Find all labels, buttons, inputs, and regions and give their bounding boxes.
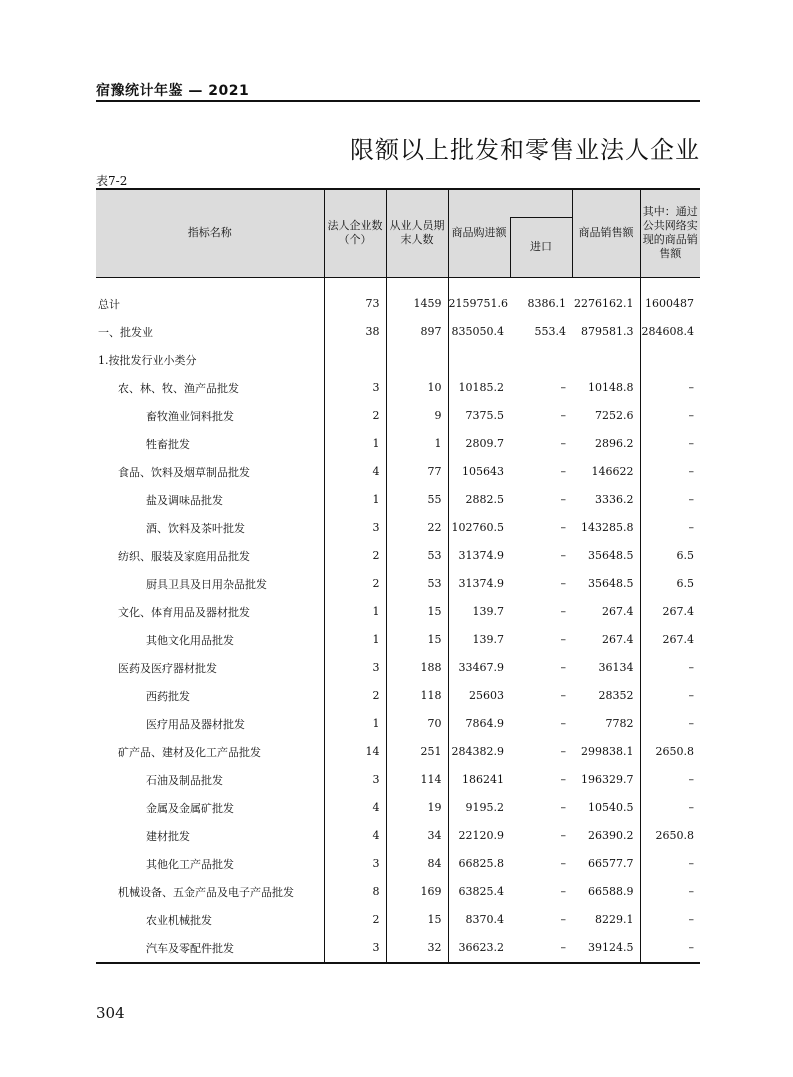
cell-purchases: 31374.9 (458, 577, 504, 590)
page-title: 限额以上批发和零售业法人企业 (350, 136, 700, 164)
cell-sales: 39124.5 (572, 934, 640, 963)
cell-employees: 19 (386, 794, 448, 822)
cell-employees (386, 346, 448, 374)
row-name: 牲畜批发 (96, 430, 324, 458)
row-name: 纺织、服装及家庭用品批发 (96, 542, 324, 570)
cell-employees: 118 (386, 682, 448, 710)
cell-online: – (640, 934, 700, 963)
cell-online: – (688, 857, 694, 870)
row-name: 畜牧渔业饲料批发 (96, 402, 324, 430)
table-row (96, 346, 700, 374)
cell-purchases: 139.7 (472, 633, 504, 646)
cell-sales: 267.4 (572, 626, 640, 654)
cell-online: – (688, 717, 694, 730)
table-row (96, 878, 700, 906)
cell-purchases: 2882.5 (465, 493, 504, 506)
cell-sales: 7782 (572, 710, 640, 738)
cell-imports: – (560, 801, 566, 814)
cell-purchases: 7864.9 (465, 717, 504, 730)
cell-purchases: 284382.9 (451, 745, 504, 758)
row-name: 机械设备、五金产品及电子产品批发 (96, 878, 324, 906)
table-row (96, 290, 700, 318)
row-name: 矿产品、建材及化工产品批发 (96, 738, 324, 766)
header-purchases: 商品购进额 (448, 189, 510, 277)
cell-online: – (688, 773, 694, 786)
cell-online: – (688, 689, 694, 702)
cell-employees: 55 (386, 486, 448, 514)
cell-sales: 196329.7 (572, 766, 640, 794)
cell-enterprises: 2 (324, 906, 386, 934)
row-name: 其他文化用品批发 (96, 626, 324, 654)
running-head: 宿豫统计年鉴 — 2021 (96, 83, 250, 99)
cell-purchases: 8370.4 (465, 913, 504, 926)
table-row (96, 794, 700, 822)
table-row (96, 430, 700, 458)
row-name: 汽车及零配件批发 (96, 934, 324, 963)
cell-imports: – (560, 437, 566, 450)
row-name: 文化、体育用品及器材批发 (96, 598, 324, 626)
cell-online: – (688, 885, 694, 898)
cell-employees: 70 (386, 710, 448, 738)
cell-imports: – (560, 913, 566, 926)
cell-employees: 10 (386, 374, 448, 402)
cell-enterprises: 3 (324, 934, 386, 963)
cell-sales: 267.4 (572, 598, 640, 626)
cell-employees: 53 (386, 570, 448, 598)
cell-imports: – (560, 577, 566, 590)
cell-imports: – (560, 633, 566, 646)
cell-imports: – (510, 934, 572, 963)
cell-imports: – (560, 521, 566, 534)
cell-purchases: 186241 (462, 773, 504, 786)
cell-employees: 77 (386, 458, 448, 486)
cell-online: 267.4 (662, 633, 694, 646)
cell-employees: 22 (386, 514, 448, 542)
cell-online: – (688, 437, 694, 450)
cell-online: – (688, 913, 694, 926)
page-number: 304 (96, 1004, 125, 1022)
cell-sales: 36134 (572, 654, 640, 682)
cell-employees: 114 (386, 766, 448, 794)
cell-online: – (688, 661, 694, 674)
cell-imports: – (560, 885, 566, 898)
row-name: 石油及制品批发 (96, 766, 324, 794)
table-row (96, 514, 700, 542)
cell-purchases: 7375.5 (465, 409, 504, 422)
table-row (96, 850, 700, 878)
cell-imports: 8386.1 (527, 297, 566, 310)
table-row (96, 934, 700, 963)
cell-sales: 2276162.1 (572, 290, 640, 318)
row-name: 建材批发 (96, 822, 324, 850)
row-name: 其他化工产品批发 (96, 850, 324, 878)
statistics-table (96, 188, 700, 964)
cell-sales: 28352 (572, 682, 640, 710)
cell-sales: 26390.2 (572, 822, 640, 850)
table-row (96, 570, 700, 598)
cell-enterprises: 2 (324, 682, 386, 710)
row-name: 厨具卫具及日用杂品批发 (96, 570, 324, 598)
cell-enterprises: 1 (324, 710, 386, 738)
cell-imports: – (560, 409, 566, 422)
cell-employees: 53 (386, 542, 448, 570)
cell-sales: 66588.9 (572, 878, 640, 906)
table-row (96, 486, 700, 514)
cell-online: 6.5 (676, 549, 694, 562)
row-name: 医疗用品及器材批发 (96, 710, 324, 738)
header-employees: 从业人员期末人数 (386, 189, 448, 277)
table-body (96, 277, 700, 963)
cell-employees: 34 (386, 822, 448, 850)
cell-online: – (688, 493, 694, 506)
cell-enterprises: 3 (324, 850, 386, 878)
cell-sales: 879581.3 (572, 318, 640, 346)
cell-sales: 35648.5 (572, 570, 640, 598)
cell-online: 2650.8 (655, 829, 694, 842)
cell-imports: – (560, 493, 566, 506)
row-name: 农业机械批发 (96, 906, 324, 934)
cell-purchases: 63825.4 (458, 885, 504, 898)
cell-enterprises: 2 (324, 542, 386, 570)
cell-imports: – (560, 465, 566, 478)
cell-employees: 897 (386, 318, 448, 346)
cell-sales: 143285.8 (572, 514, 640, 542)
row-name: 金属及金属矿批发 (96, 794, 324, 822)
cell-enterprises: 8 (324, 878, 386, 906)
table-row (96, 374, 700, 402)
row-name: 农、林、牧、渔产品批发 (96, 374, 324, 402)
cell-employees: 1 (386, 430, 448, 458)
cell-online: 267.4 (662, 605, 694, 618)
cell-imports: – (560, 661, 566, 674)
cell-purchases (448, 346, 510, 374)
cell-enterprises: 38 (324, 318, 386, 346)
row-name: 1.按批发行业小类分 (96, 346, 324, 374)
cell-online (640, 346, 700, 374)
cell-imports: – (560, 745, 566, 758)
cell-sales: 146622 (572, 458, 640, 486)
cell-sales: 299838.1 (572, 738, 640, 766)
header-purchases-spacer (510, 189, 572, 217)
table-row (96, 318, 700, 346)
cell-enterprises: 1 (324, 626, 386, 654)
table-row (96, 682, 700, 710)
cell-purchases: 835050.4 (451, 325, 504, 338)
cell-sales: 8229.1 (572, 906, 640, 934)
cell-sales: 10540.5 (572, 794, 640, 822)
cell-enterprises: 1 (324, 598, 386, 626)
cell-enterprises: 73 (324, 290, 386, 318)
cell-purchases: 9195.2 (465, 801, 504, 814)
cell-employees: 9 (386, 402, 448, 430)
cell-online: 1600487 (645, 297, 694, 310)
cell-sales: 3336.2 (572, 486, 640, 514)
cell-purchases: 2159751.6 (448, 297, 508, 310)
cell-purchases: 22120.9 (458, 829, 504, 842)
table-row (96, 598, 700, 626)
cell-purchases: 66825.8 (458, 857, 504, 870)
cell-enterprises: 1 (324, 430, 386, 458)
cell-purchases: 139.7 (472, 605, 504, 618)
table-spacer-row (96, 277, 700, 290)
cell-employees: 15 (386, 598, 448, 626)
table-row (96, 542, 700, 570)
cell-online: – (688, 409, 694, 422)
table-row (96, 906, 700, 934)
cell-sales: 35648.5 (572, 542, 640, 570)
cell-imports: – (560, 549, 566, 562)
cell-enterprises (324, 346, 386, 374)
row-name: 医药及医疗器材批发 (96, 654, 324, 682)
cell-online: – (688, 521, 694, 534)
cell-employees: 84 (386, 850, 448, 878)
cell-employees: 1459 (386, 290, 448, 318)
cell-enterprises: 3 (324, 654, 386, 682)
cell-employees: 251 (386, 738, 448, 766)
cell-online: – (688, 381, 694, 394)
header-rule (96, 100, 700, 102)
table-row (96, 402, 700, 430)
row-name: 一、批发业 (96, 318, 324, 346)
cell-imports: – (560, 381, 566, 394)
cell-purchases: 31374.9 (458, 549, 504, 562)
header-enterprises: 法人企业数（个） (324, 189, 386, 277)
cell-enterprises: 3 (324, 374, 386, 402)
cell-employees: 32 (386, 934, 448, 963)
cell-enterprises: 1 (324, 486, 386, 514)
cell-enterprises: 3 (324, 514, 386, 542)
cell-purchases: 33467.9 (458, 661, 504, 674)
row-name: 总计 (96, 290, 324, 318)
cell-online: 6.5 (676, 577, 694, 590)
cell-online: 284608.4 (641, 325, 694, 338)
cell-online: – (688, 465, 694, 478)
header-sales: 商品销售额 (572, 189, 640, 277)
table-row (96, 458, 700, 486)
cell-enterprises: 2 (324, 402, 386, 430)
table-row (96, 654, 700, 682)
cell-enterprises: 4 (324, 822, 386, 850)
cell-employees: 188 (386, 654, 448, 682)
cell-sales: 7252.6 (572, 402, 640, 430)
cell-enterprises: 14 (324, 738, 386, 766)
cell-employees: 15 (386, 626, 448, 654)
cell-enterprises: 4 (324, 794, 386, 822)
cell-imports: – (560, 605, 566, 618)
cell-purchases: 2809.7 (465, 437, 504, 450)
header-name: 指标名称 (96, 189, 324, 277)
cell-employees: 169 (386, 878, 448, 906)
cell-enterprises: 3 (324, 766, 386, 794)
statistics-table-container (96, 188, 700, 964)
cell-imports: – (560, 717, 566, 730)
cell-enterprises: 2 (324, 570, 386, 598)
row-name: 盐及调味品批发 (96, 486, 324, 514)
cell-sales (572, 346, 640, 374)
header-imports: 进口 (510, 217, 572, 277)
table-row (96, 710, 700, 738)
cell-purchases: 10185.2 (458, 381, 504, 394)
cell-imports: – (560, 773, 566, 786)
cell-purchases: 25603 (469, 689, 504, 702)
cell-online: – (688, 801, 694, 814)
cell-enterprises: 4 (324, 458, 386, 486)
table-row (96, 766, 700, 794)
table-row (96, 626, 700, 654)
row-name: 食品、饮料及烟草制品批发 (96, 458, 324, 486)
row-name: 西药批发 (96, 682, 324, 710)
cell-purchases: 36623.2 (448, 934, 510, 963)
cell-employees: 15 (386, 906, 448, 934)
cell-sales: 2896.2 (572, 430, 640, 458)
cell-imports (510, 346, 572, 374)
cell-imports: – (560, 857, 566, 870)
table-row (96, 822, 700, 850)
cell-purchases: 105643 (462, 465, 504, 478)
cell-imports: – (560, 829, 566, 842)
cell-imports: – (560, 689, 566, 702)
cell-purchases: 102760.5 (451, 521, 504, 534)
table-row (96, 738, 700, 766)
cell-online: 2650.8 (655, 745, 694, 758)
cell-sales: 10148.8 (572, 374, 640, 402)
cell-sales: 66577.7 (572, 850, 640, 878)
cell-imports: 553.4 (534, 325, 566, 338)
table-number: 表7-2 (96, 174, 128, 188)
row-name: 酒、饮料及茶叶批发 (96, 514, 324, 542)
header-online-sales: 其中：通过公共网络实现的商品销售额 (640, 189, 700, 277)
